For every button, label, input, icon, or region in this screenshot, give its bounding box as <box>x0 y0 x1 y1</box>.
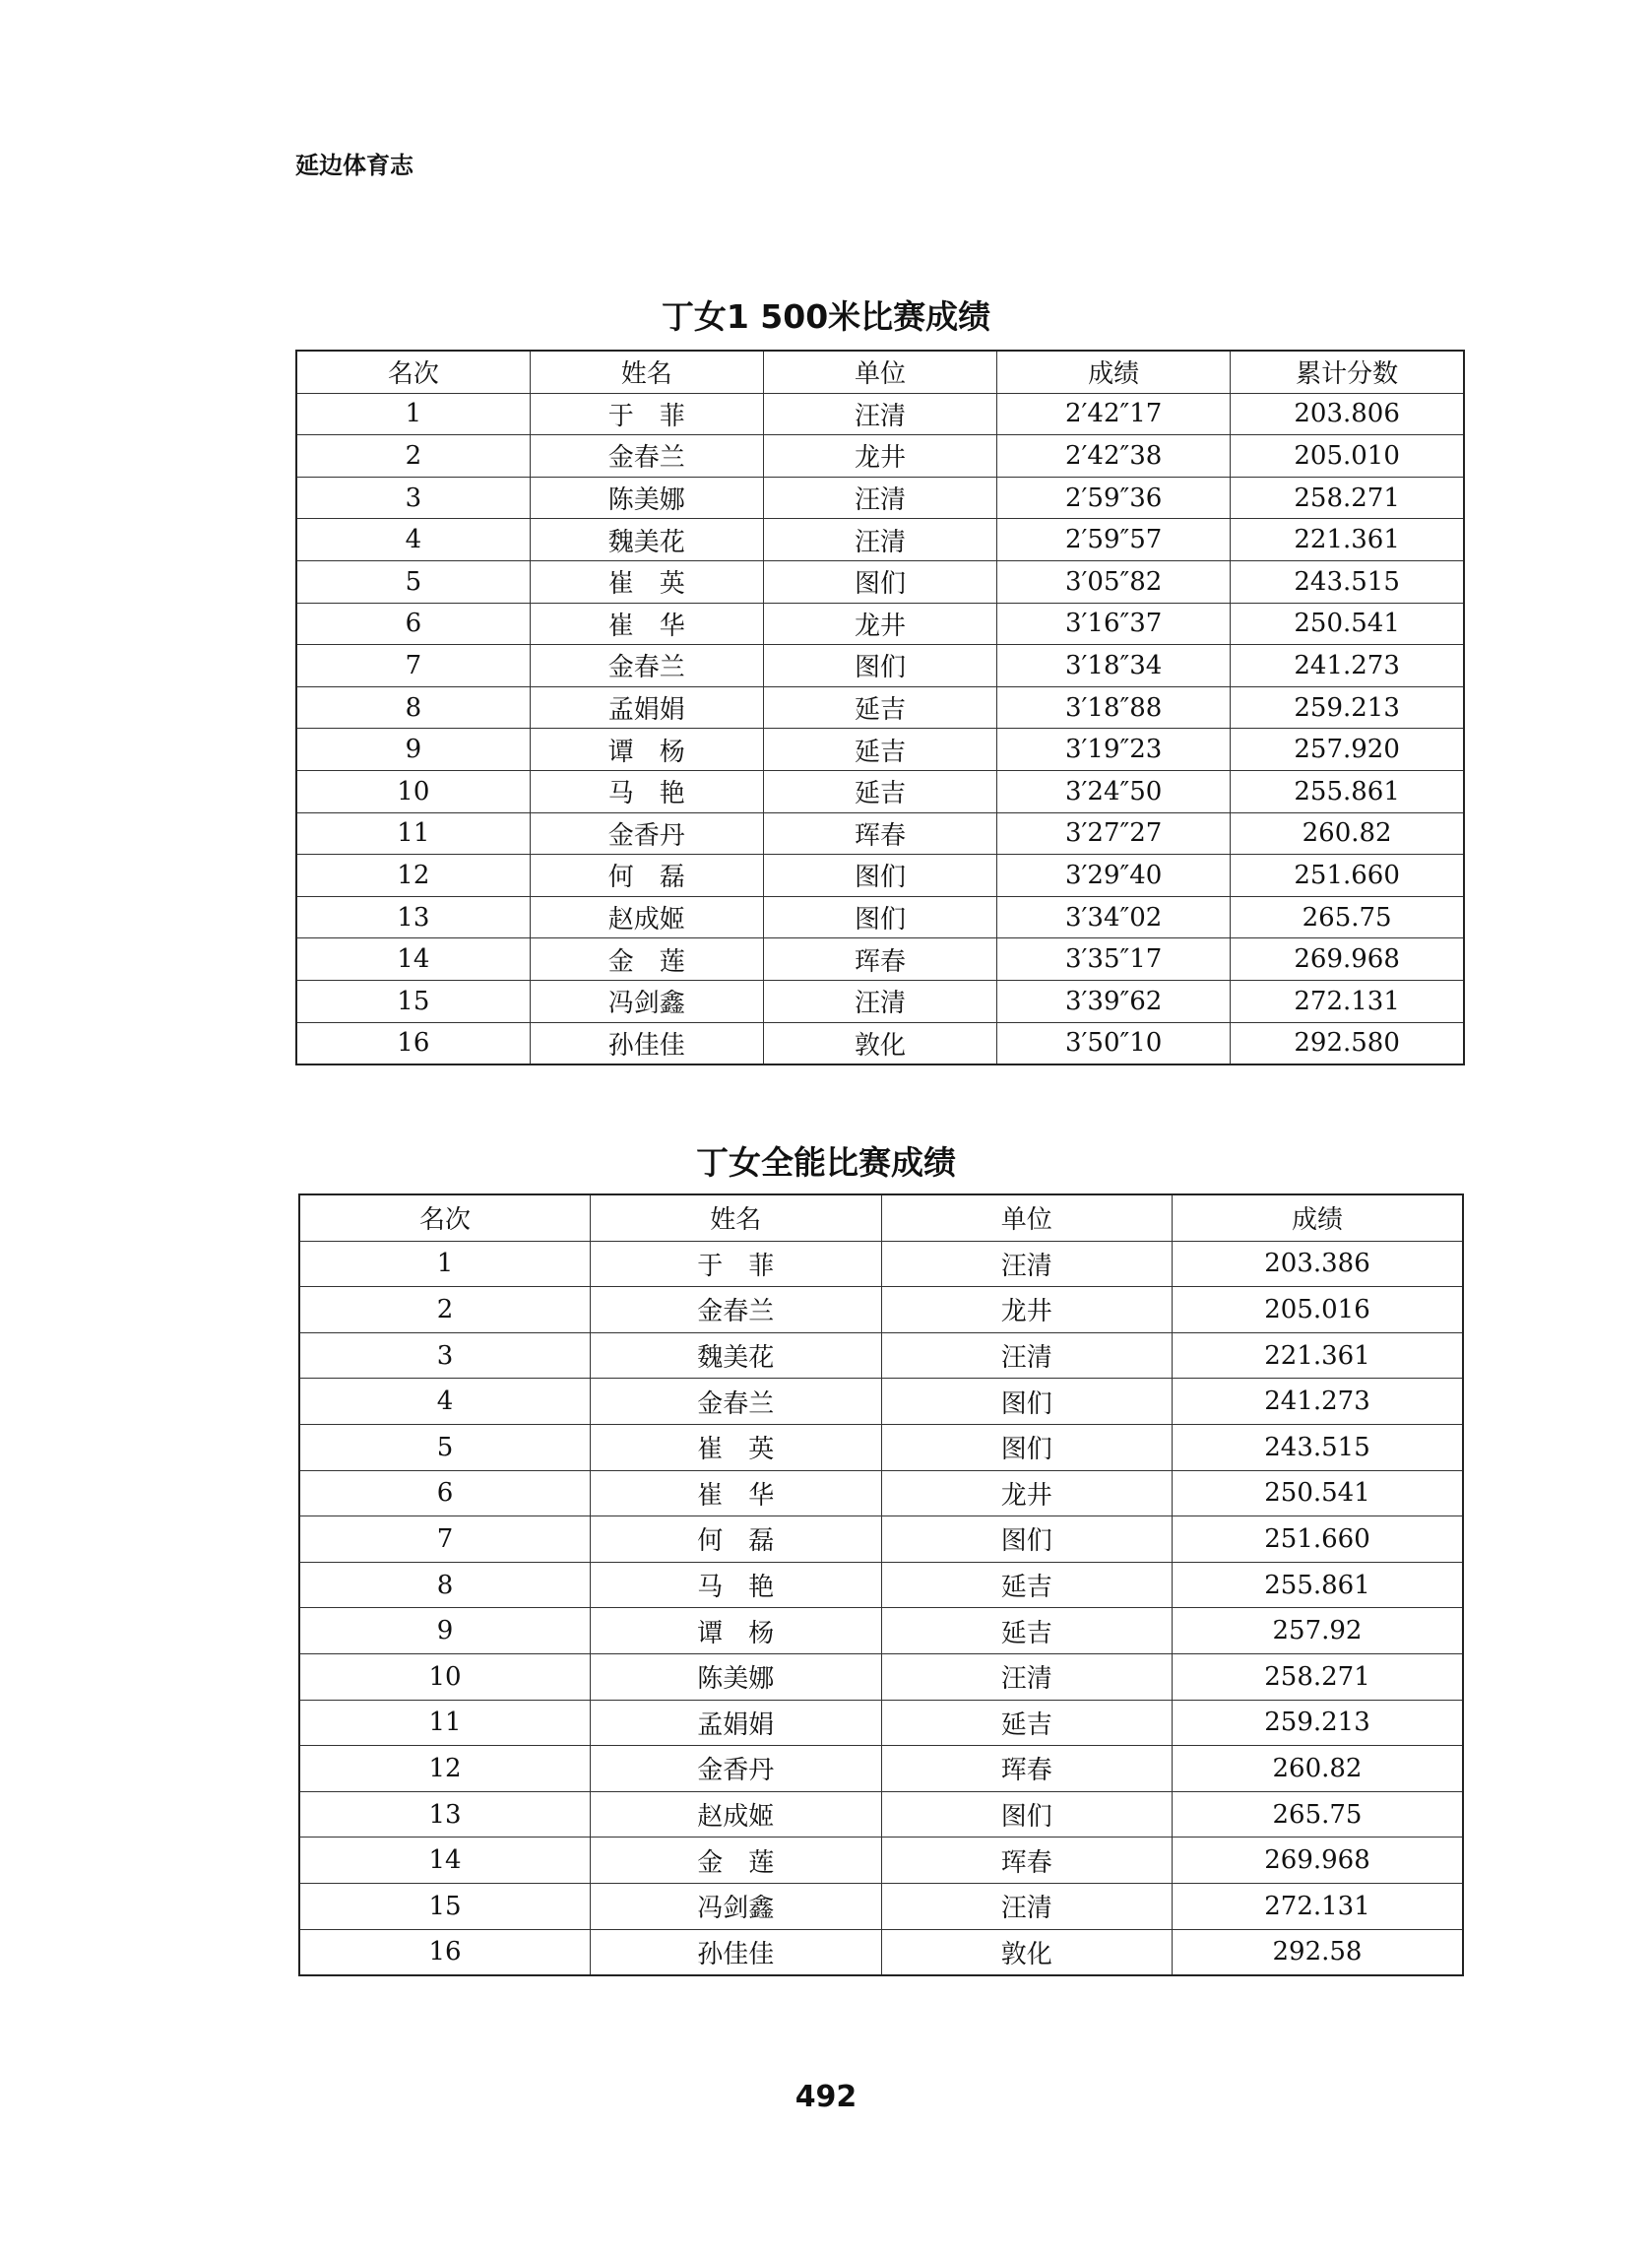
table-cell: 292.58 <box>1173 1929 1464 1975</box>
table-cell: 孙佳佳 <box>530 1022 763 1064</box>
table-cell: 272.131 <box>1173 1883 1464 1929</box>
table-cell: 259.213 <box>1173 1700 1464 1746</box>
table-cell: 汪清 <box>763 519 996 561</box>
table-row <box>296 686 1464 729</box>
table-cell: 251.660 <box>1231 855 1464 897</box>
column-header: 累计分数 <box>1231 351 1464 393</box>
table-row <box>299 1608 1463 1654</box>
table-cell: 珲春 <box>763 938 996 981</box>
table-cell: 8 <box>296 686 530 729</box>
table-cell: 4 <box>299 1379 591 1425</box>
table-row <box>299 1516 1463 1563</box>
table-cell: 马 艳 <box>530 770 763 812</box>
table-cell: 203.386 <box>1173 1241 1464 1287</box>
table-cell: 265.75 <box>1173 1791 1464 1838</box>
table-cell: 6 <box>299 1470 591 1516</box>
table-cell: 2′42″38 <box>997 435 1231 478</box>
table-cell: 图们 <box>881 1791 1173 1838</box>
table-row <box>296 560 1464 603</box>
table-cell: 269.968 <box>1231 938 1464 981</box>
table1-title: 丁女1 500米比赛成绩 <box>661 297 991 336</box>
table-cell: 3 <box>296 477 530 519</box>
table-cell: 汪清 <box>881 1653 1173 1700</box>
table-row <box>296 603 1464 645</box>
table-cell: 15 <box>299 1883 591 1929</box>
table-row <box>296 855 1464 897</box>
table-cell: 2 <box>299 1287 591 1333</box>
table-cell: 14 <box>299 1838 591 1884</box>
table2-title: 丁女全能比赛成绩 <box>696 1143 956 1182</box>
table-cell: 4 <box>296 519 530 561</box>
table-cell: 14 <box>296 938 530 981</box>
table-cell: 3′29″40 <box>997 855 1231 897</box>
table-row <box>296 770 1464 812</box>
table-row <box>299 1746 1463 1792</box>
table-cell: 205.016 <box>1173 1287 1464 1333</box>
table-row <box>296 477 1464 519</box>
table-cell: 3′34″02 <box>997 896 1231 938</box>
table-cell: 汪清 <box>881 1241 1173 1287</box>
table-cell: 2′42″17 <box>997 393 1231 435</box>
table-row <box>299 1287 1463 1333</box>
table-cell: 255.861 <box>1231 770 1464 812</box>
table-cell: 5 <box>296 560 530 603</box>
table-cell: 257.92 <box>1173 1608 1464 1654</box>
table-row <box>299 1883 1463 1929</box>
column-header: 单位 <box>881 1194 1173 1241</box>
table-cell: 延吉 <box>881 1700 1173 1746</box>
table-cell: 250.541 <box>1173 1470 1464 1516</box>
table-cell: 3′18″34 <box>997 645 1231 687</box>
column-header: 单位 <box>763 351 996 393</box>
column-header: 名次 <box>299 1194 591 1241</box>
table-cell: 292.580 <box>1231 1022 1464 1064</box>
table-cell: 图们 <box>763 645 996 687</box>
table-cell: 金春兰 <box>530 435 763 478</box>
table-cell: 3′19″23 <box>997 729 1231 771</box>
table-row <box>296 435 1464 478</box>
table-cell: 260.82 <box>1231 812 1464 855</box>
table-row <box>296 1022 1464 1064</box>
table-cell: 孟娟娟 <box>591 1700 882 1746</box>
table-cell: 3′05″82 <box>997 560 1231 603</box>
table-cell: 257.920 <box>1231 729 1464 771</box>
table-cell: 3 <box>299 1332 591 1379</box>
table-cell: 孙佳佳 <box>591 1929 882 1975</box>
table-cell: 9 <box>299 1608 591 1654</box>
table-cell: 金香丹 <box>591 1746 882 1792</box>
table-cell: 于 菲 <box>591 1241 882 1287</box>
table-cell: 7 <box>299 1516 591 1563</box>
table-cell: 龙井 <box>763 435 996 478</box>
table-cell: 龙井 <box>881 1470 1173 1516</box>
column-header: 姓名 <box>591 1194 882 1241</box>
table-header-row <box>296 351 1464 393</box>
table-cell: 258.271 <box>1173 1653 1464 1700</box>
table-cell: 203.806 <box>1231 393 1464 435</box>
table-cell: 魏美花 <box>530 519 763 561</box>
table-cell: 何 磊 <box>530 855 763 897</box>
table-cell: 马 艳 <box>591 1562 882 1608</box>
table-cell: 16 <box>296 1022 530 1064</box>
table-cell: 延吉 <box>763 770 996 812</box>
table-cell: 8 <box>299 1562 591 1608</box>
table-cell: 延吉 <box>881 1608 1173 1654</box>
table-cell: 241.273 <box>1173 1379 1464 1425</box>
table-cell: 汪清 <box>763 980 996 1022</box>
table-cell: 冯剑鑫 <box>591 1883 882 1929</box>
table-cell: 崔 英 <box>530 560 763 603</box>
table-cell: 221.361 <box>1231 519 1464 561</box>
table-cell: 谭 杨 <box>591 1608 882 1654</box>
table-cell: 图们 <box>881 1424 1173 1470</box>
table-cell: 赵成姬 <box>530 896 763 938</box>
results-table-allround <box>298 1193 1464 1976</box>
table-row <box>296 980 1464 1022</box>
table-cell: 图们 <box>763 896 996 938</box>
table-cell: 崔 华 <box>591 1470 882 1516</box>
table-cell: 13 <box>296 896 530 938</box>
table-cell: 3′27″27 <box>997 812 1231 855</box>
table-cell: 15 <box>296 980 530 1022</box>
table-cell: 金春兰 <box>591 1379 882 1425</box>
table-cell: 2′59″57 <box>997 519 1231 561</box>
table-row <box>299 1929 1463 1975</box>
table-cell: 3′24″50 <box>997 770 1231 812</box>
table-cell: 延吉 <box>881 1562 1173 1608</box>
table-cell: 2′59″36 <box>997 477 1231 519</box>
table-cell: 于 菲 <box>530 393 763 435</box>
table-cell: 1 <box>296 393 530 435</box>
table-cell: 珲春 <box>881 1838 1173 1884</box>
table-cell: 陈美娜 <box>591 1653 882 1700</box>
table-row <box>299 1241 1463 1287</box>
table-cell: 敦化 <box>881 1929 1173 1975</box>
table-cell: 金 莲 <box>591 1838 882 1884</box>
table-cell: 6 <box>296 603 530 645</box>
table-row <box>299 1332 1463 1379</box>
table-cell: 11 <box>296 812 530 855</box>
table-cell: 11 <box>299 1700 591 1746</box>
table-row <box>299 1424 1463 1470</box>
table-cell: 12 <box>299 1746 591 1792</box>
table-row <box>296 729 1464 771</box>
table-cell: 何 磊 <box>591 1516 882 1563</box>
table-row <box>299 1470 1463 1516</box>
table-cell: 龙井 <box>763 603 996 645</box>
table-cell: 3′18″88 <box>997 686 1231 729</box>
table-row <box>296 519 1464 561</box>
table-cell: 250.541 <box>1231 603 1464 645</box>
table-cell: 陈美娜 <box>530 477 763 519</box>
table-cell: 205.010 <box>1231 435 1464 478</box>
table-cell: 汪清 <box>763 393 996 435</box>
table-cell: 255.861 <box>1173 1562 1464 1608</box>
table-cell: 汪清 <box>763 477 996 519</box>
table-cell: 3′39″62 <box>997 980 1231 1022</box>
table-row <box>296 393 1464 435</box>
table-cell: 265.75 <box>1231 896 1464 938</box>
table-cell: 赵成姬 <box>591 1791 882 1838</box>
table-cell: 3′16″37 <box>997 603 1231 645</box>
table-row <box>299 1653 1463 1700</box>
table-cell: 汪清 <box>881 1883 1173 1929</box>
table-cell: 延吉 <box>763 686 996 729</box>
table-row <box>296 645 1464 687</box>
table-row <box>299 1791 1463 1838</box>
running-head: 延边体育志 <box>295 152 413 179</box>
table-cell: 269.968 <box>1173 1838 1464 1884</box>
table-cell: 珲春 <box>763 812 996 855</box>
table-cell: 汪清 <box>881 1332 1173 1379</box>
table-cell: 孟娟娟 <box>530 686 763 729</box>
table-cell: 金春兰 <box>591 1287 882 1333</box>
table-cell: 260.82 <box>1173 1746 1464 1792</box>
table-cell: 9 <box>296 729 530 771</box>
table-cell: 图们 <box>763 560 996 603</box>
page-number: 492 <box>794 2080 858 2114</box>
table-cell: 12 <box>296 855 530 897</box>
table-cell: 10 <box>296 770 530 812</box>
table-cell: 谭 杨 <box>530 729 763 771</box>
table-cell: 241.273 <box>1231 645 1464 687</box>
table-cell: 243.515 <box>1231 560 1464 603</box>
table-cell: 魏美花 <box>591 1332 882 1379</box>
table-row <box>299 1838 1463 1884</box>
table-cell: 13 <box>299 1791 591 1838</box>
table-cell: 243.515 <box>1173 1424 1464 1470</box>
table-cell: 258.271 <box>1231 477 1464 519</box>
table-cell: 图们 <box>881 1516 1173 1563</box>
table-row <box>296 896 1464 938</box>
table-row <box>296 938 1464 981</box>
table-cell: 2 <box>296 435 530 478</box>
table-row <box>299 1700 1463 1746</box>
column-header: 姓名 <box>530 351 763 393</box>
table-cell: 221.361 <box>1173 1332 1464 1379</box>
table-cell: 敦化 <box>763 1022 996 1064</box>
table-cell: 259.213 <box>1231 686 1464 729</box>
table-cell: 16 <box>299 1929 591 1975</box>
column-header: 名次 <box>296 351 530 393</box>
table-cell: 金春兰 <box>530 645 763 687</box>
table-cell: 7 <box>296 645 530 687</box>
table-cell: 10 <box>299 1653 591 1700</box>
table-row <box>296 812 1464 855</box>
results-table-1500m <box>295 350 1465 1065</box>
table-cell: 龙井 <box>881 1287 1173 1333</box>
table-cell: 5 <box>299 1424 591 1470</box>
table-cell: 251.660 <box>1173 1516 1464 1563</box>
table-cell: 3′35″17 <box>997 938 1231 981</box>
table-cell: 金香丹 <box>530 812 763 855</box>
column-header: 成绩 <box>997 351 1231 393</box>
table-cell: 崔 华 <box>530 603 763 645</box>
table-cell: 图们 <box>881 1379 1173 1425</box>
table-cell: 图们 <box>763 855 996 897</box>
table-header-row <box>299 1194 1463 1241</box>
table-cell: 1 <box>299 1241 591 1287</box>
table-cell: 珲春 <box>881 1746 1173 1792</box>
table-cell: 冯剑鑫 <box>530 980 763 1022</box>
column-header: 成绩 <box>1173 1194 1464 1241</box>
table-cell: 3′50″10 <box>997 1022 1231 1064</box>
table-cell: 崔 英 <box>591 1424 882 1470</box>
table-cell: 延吉 <box>763 729 996 771</box>
table-cell: 金 莲 <box>530 938 763 981</box>
table-row <box>299 1562 1463 1608</box>
table-cell: 272.131 <box>1231 980 1464 1022</box>
table-row <box>299 1379 1463 1425</box>
